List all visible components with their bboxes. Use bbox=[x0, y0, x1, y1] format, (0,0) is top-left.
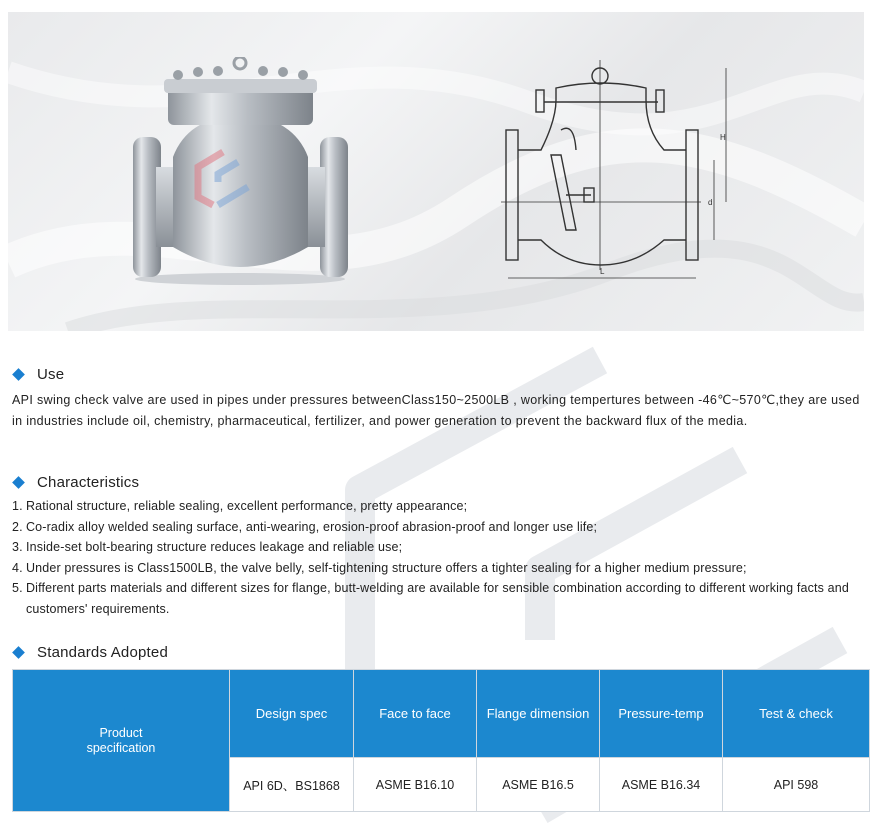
diameter-label: d bbox=[708, 198, 713, 207]
column-header: Design spec bbox=[230, 670, 354, 758]
use-heading bbox=[12, 366, 64, 383]
table-cell: ASME B16.5 bbox=[477, 758, 600, 812]
bullet-diamond-icon bbox=[12, 476, 25, 489]
table-header-row bbox=[13, 670, 870, 758]
column-header: Test & check bbox=[723, 670, 870, 758]
characteristics-heading bbox=[12, 474, 139, 491]
column-header: Face to face bbox=[354, 670, 477, 758]
swing-check-valve-photo bbox=[128, 57, 353, 287]
characteristics-list bbox=[12, 496, 874, 620]
product-hero-image bbox=[8, 12, 864, 331]
table-cell: ASME B16.34 bbox=[600, 758, 723, 812]
standards-title: Standards Adopted bbox=[37, 644, 169, 661]
list-item: 1. Rational structure, reliable sealing, excellent performance, pretty appearance; bbox=[12, 499, 468, 513]
list-item: 5. Different parts materials and different sizes for flange, butt-welding are available for sensible combination according to different working facts and customers' requirements. bbox=[12, 581, 849, 616]
valve-cross-section-drawing bbox=[496, 60, 736, 288]
column-header: Flange dimension bbox=[477, 670, 600, 758]
table-cell: API 6D、BS1868 bbox=[230, 758, 354, 812]
bullet-diamond-icon bbox=[12, 368, 25, 381]
product-specification-cell: Product specification bbox=[13, 670, 230, 812]
length-label: L bbox=[600, 267, 605, 276]
table-cell: ASME B16.10 bbox=[354, 758, 477, 812]
table-cell: API 598 bbox=[723, 758, 870, 812]
bullet-diamond-icon bbox=[12, 646, 25, 659]
height-label: H bbox=[720, 133, 726, 142]
list-item: 3. Inside-set bolt-bearing structure reduces leakage and reliable use; bbox=[12, 540, 403, 555]
list-item: 2. Co-radix alloy welded sealing surface, anti-wearing, erosion-proof abrasion-proof and longer use life; bbox=[12, 519, 598, 534]
list-item: 4. Under pressures is Class1500LB, the valve belly, self-tightening structure offers a tighter sealing for a higher medium pressure; bbox=[12, 560, 747, 575]
standards-heading bbox=[12, 644, 168, 661]
use-description: API swing check valve are used in pipes under pressures betweenClass150~2500LB , working tempertures between -46℃~570℃,they are used in industries include oil, chemistry, pharmaceutical, fertilizer, and power generation to prevent the backward flux of the media. bbox=[12, 393, 860, 428]
standards-table bbox=[12, 669, 870, 812]
characteristics-title: Characteristics bbox=[37, 474, 140, 491]
use-title: Use bbox=[37, 366, 65, 383]
column-header: Pressure-temp bbox=[600, 670, 723, 758]
